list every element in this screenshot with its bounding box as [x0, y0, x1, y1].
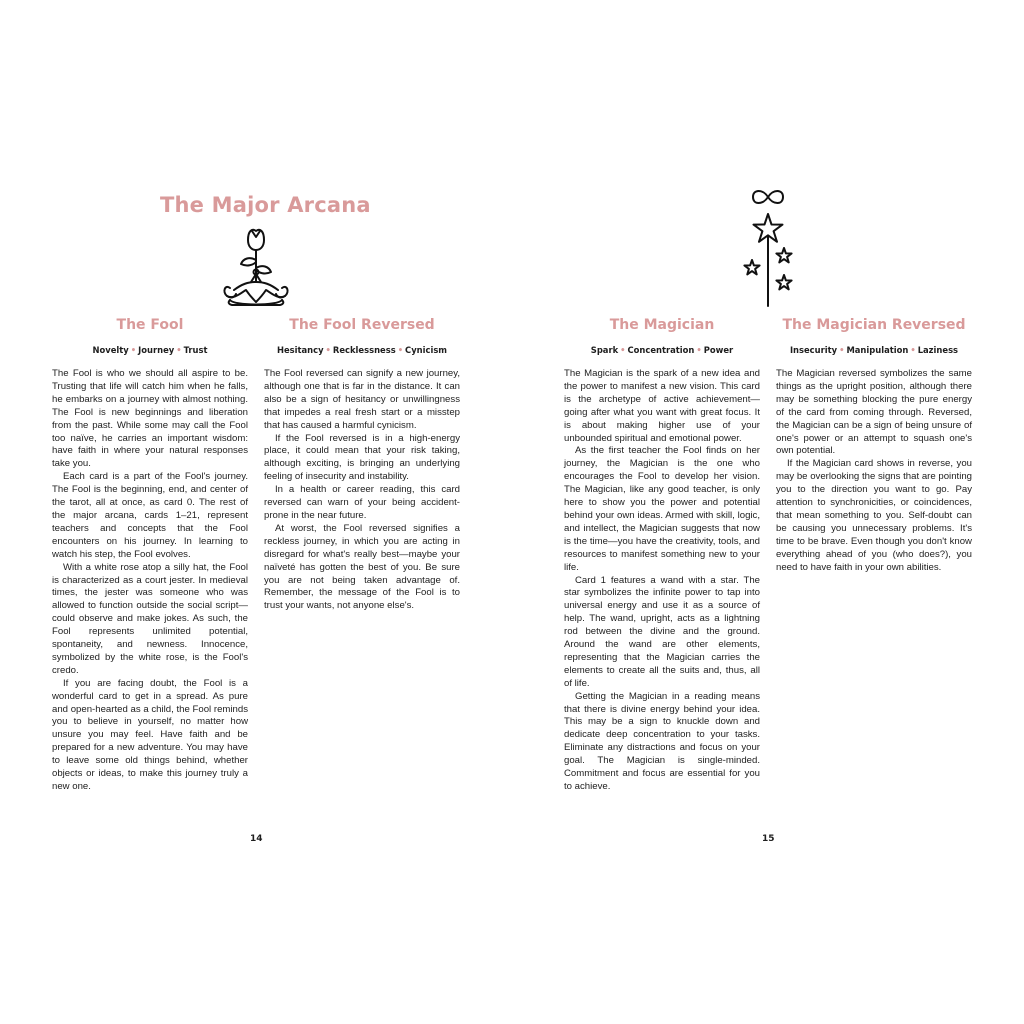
bullet-dot: •	[620, 345, 626, 355]
keyword: Recklessness	[332, 345, 396, 355]
keyword: Spark	[590, 345, 619, 355]
paragraph: Each card is a part of the Fool's journey. The Fool is the beginning, end, and center of the tarot, all at once, as card 0. The rest of the major arcana, cards 1–21, represent teachers and concepts that the Fool encounters on his journey. In learning to watch his step, the Fool evolves.	[52, 471, 248, 560]
bullet-dot: •	[910, 345, 916, 355]
body-text	[564, 368, 760, 794]
keyword: Trust	[183, 345, 208, 355]
keywords-line	[564, 344, 760, 356]
section-title: The Major Arcana	[160, 193, 371, 217]
card-column-magician-reversed	[776, 316, 972, 575]
paragraph: The Fool is who we should all aspire to be. Trusting that life will catch him when he falls, he embarks on a journey with almost nothing. The Fool is new beginnings and liberation from the past. While some may call the Fool too naïve, he carries an important wisdom: have faith in where your natural responses take you.	[52, 368, 248, 470]
keyword: Manipulation	[846, 345, 909, 355]
page-number: 14	[250, 834, 263, 844]
keyword: Laziness	[917, 345, 959, 355]
bullet-dot: •	[397, 345, 404, 355]
bullet-dot: •	[696, 345, 702, 355]
card-title: The Fool Reversed	[289, 317, 435, 333]
paragraph: The Magician is the spark of a new idea and the power to manifest a new vision. This card is the archetype of active achievement—going after what you want with great focus. It is about making higher use of your unbounded spiritual and emotional power.	[564, 368, 760, 444]
card-column-magician	[564, 316, 760, 794]
paragraph: In a health or career reading, this card reversed can warn of your being accident-prone in the near future.	[264, 484, 460, 521]
rose-crown-icon	[220, 226, 292, 308]
keywords-line	[776, 344, 972, 356]
keyword: Novelty	[92, 345, 129, 355]
bullet-dot: •	[176, 345, 182, 355]
paragraph: If you are facing doubt, the Fool is a wonderful card to get in a spread. As pure and open-hearted as a child, the Fool reminds you to believe in yourself, no matter how unsure you may feel. Have faith and be prepared for a new adventure. You may have to leave some old things behind, whether objects or ideas, to make this journey truly a new one.	[52, 677, 248, 792]
bullet-dot: •	[325, 345, 331, 355]
paragraph: With a white rose atop a silly hat, the Fool is characterized as a court jester. In medieval times, the jester was someone who was allowed to function outside the social script—could observe and make jokes. As such, the Fool represents unlimited potential, spontaneity, and newness. Innocence, symbolized by the white rose, is the Fool's credo.	[52, 561, 248, 676]
card-title: The Fool	[116, 317, 184, 333]
paragraph: Card 1 features a wand with a star. The star symbolizes the infinite power to tap into universal energy and use it as a source of help. The wand, upright, acts as a lightning rod between the divine and the ground. Around the wand are other elements, representing that the Magician carries the elements to create all the suits and, thus, all of life.	[564, 574, 760, 689]
paragraph: The Fool reversed can signify a new journey, although one that is far in the distance. It can also be a sign of hesitancy or unwillingness that impedes a real fresh start or a misstep that has caused a harmful cynicism.	[264, 368, 460, 431]
paragraph: At worst, the Fool reversed signifies a reckless journey, in which you are acting in disregard for what's really best—maybe your naïveté has gotten the best of you. Be sure you are not being taken advantage of. Remember, the message of the Fool is to trust your wants, not anyone else's.	[264, 522, 460, 612]
keyword: Journey	[138, 345, 175, 355]
keyword: Hesitancy	[276, 345, 324, 355]
keyword: Power	[703, 345, 734, 355]
paragraph: The Magician reversed symbolizes the same things as the upright position, although there may be something blocking the pure energy of the card from coming through. Reversed, the Magician can be a sign of being unsure of one's power or an attempt to squash one's own potential.	[776, 368, 972, 457]
right-page	[512, 0, 1024, 1024]
card-title: The Magician	[609, 317, 715, 333]
body-text	[264, 368, 460, 613]
keywords-line	[52, 344, 248, 356]
infinity-wand-stars-icon	[738, 186, 798, 308]
card-title: The Magician Reversed	[782, 317, 966, 333]
paragraph: If the Fool reversed is in a high-energy place, it could mean that your risk taking, although exciting, is bringing an underlying feeling of insecurity and instability.	[264, 432, 460, 483]
keyword: Cynicism	[405, 345, 448, 355]
body-text	[52, 368, 248, 794]
paragraph: As the first teacher the Fool finds on her journey, the Magician is the one who encourages the Fool to develop her vision. The Magician, like any good teacher, is only here to show you the power and potential behind your own ideas. Armed with skill, logic, and intellect, the Magician suggests that now is the time—you have the creativity, tools, and resources to manifest something new to your life.	[564, 445, 760, 573]
body-text	[776, 368, 972, 575]
keywords-line	[264, 344, 460, 356]
keyword: Insecurity	[789, 345, 838, 355]
page-number: 15	[762, 834, 775, 844]
card-column-fool	[52, 316, 248, 794]
card-column-fool-reversed	[264, 316, 460, 613]
keyword: Concentration	[627, 345, 695, 355]
paragraph: Getting the Magician in a reading means that there is divine energy behind your idea. This may be a sign to knuckle down and dedicate deep concentration to your tasks. Eliminate any distractions and focus on your goal. The Magician is single-minded. Commitment and focus are essential for you to achieve.	[564, 690, 760, 792]
bullet-dot: •	[130, 345, 137, 355]
bullet-dot: •	[839, 345, 845, 355]
paragraph: If the Magician card shows in reverse, you may be overlooking the signs that are pointing you to the direction you want to go. Pay attention to synchronicities, or coincidences, that mean something to you. Self-doubt can be causing you unnecessary problems. It's time to be brave. Even though you don't know everything ahead of you (who does?), you need to have faith in your own abilities.	[776, 458, 972, 573]
